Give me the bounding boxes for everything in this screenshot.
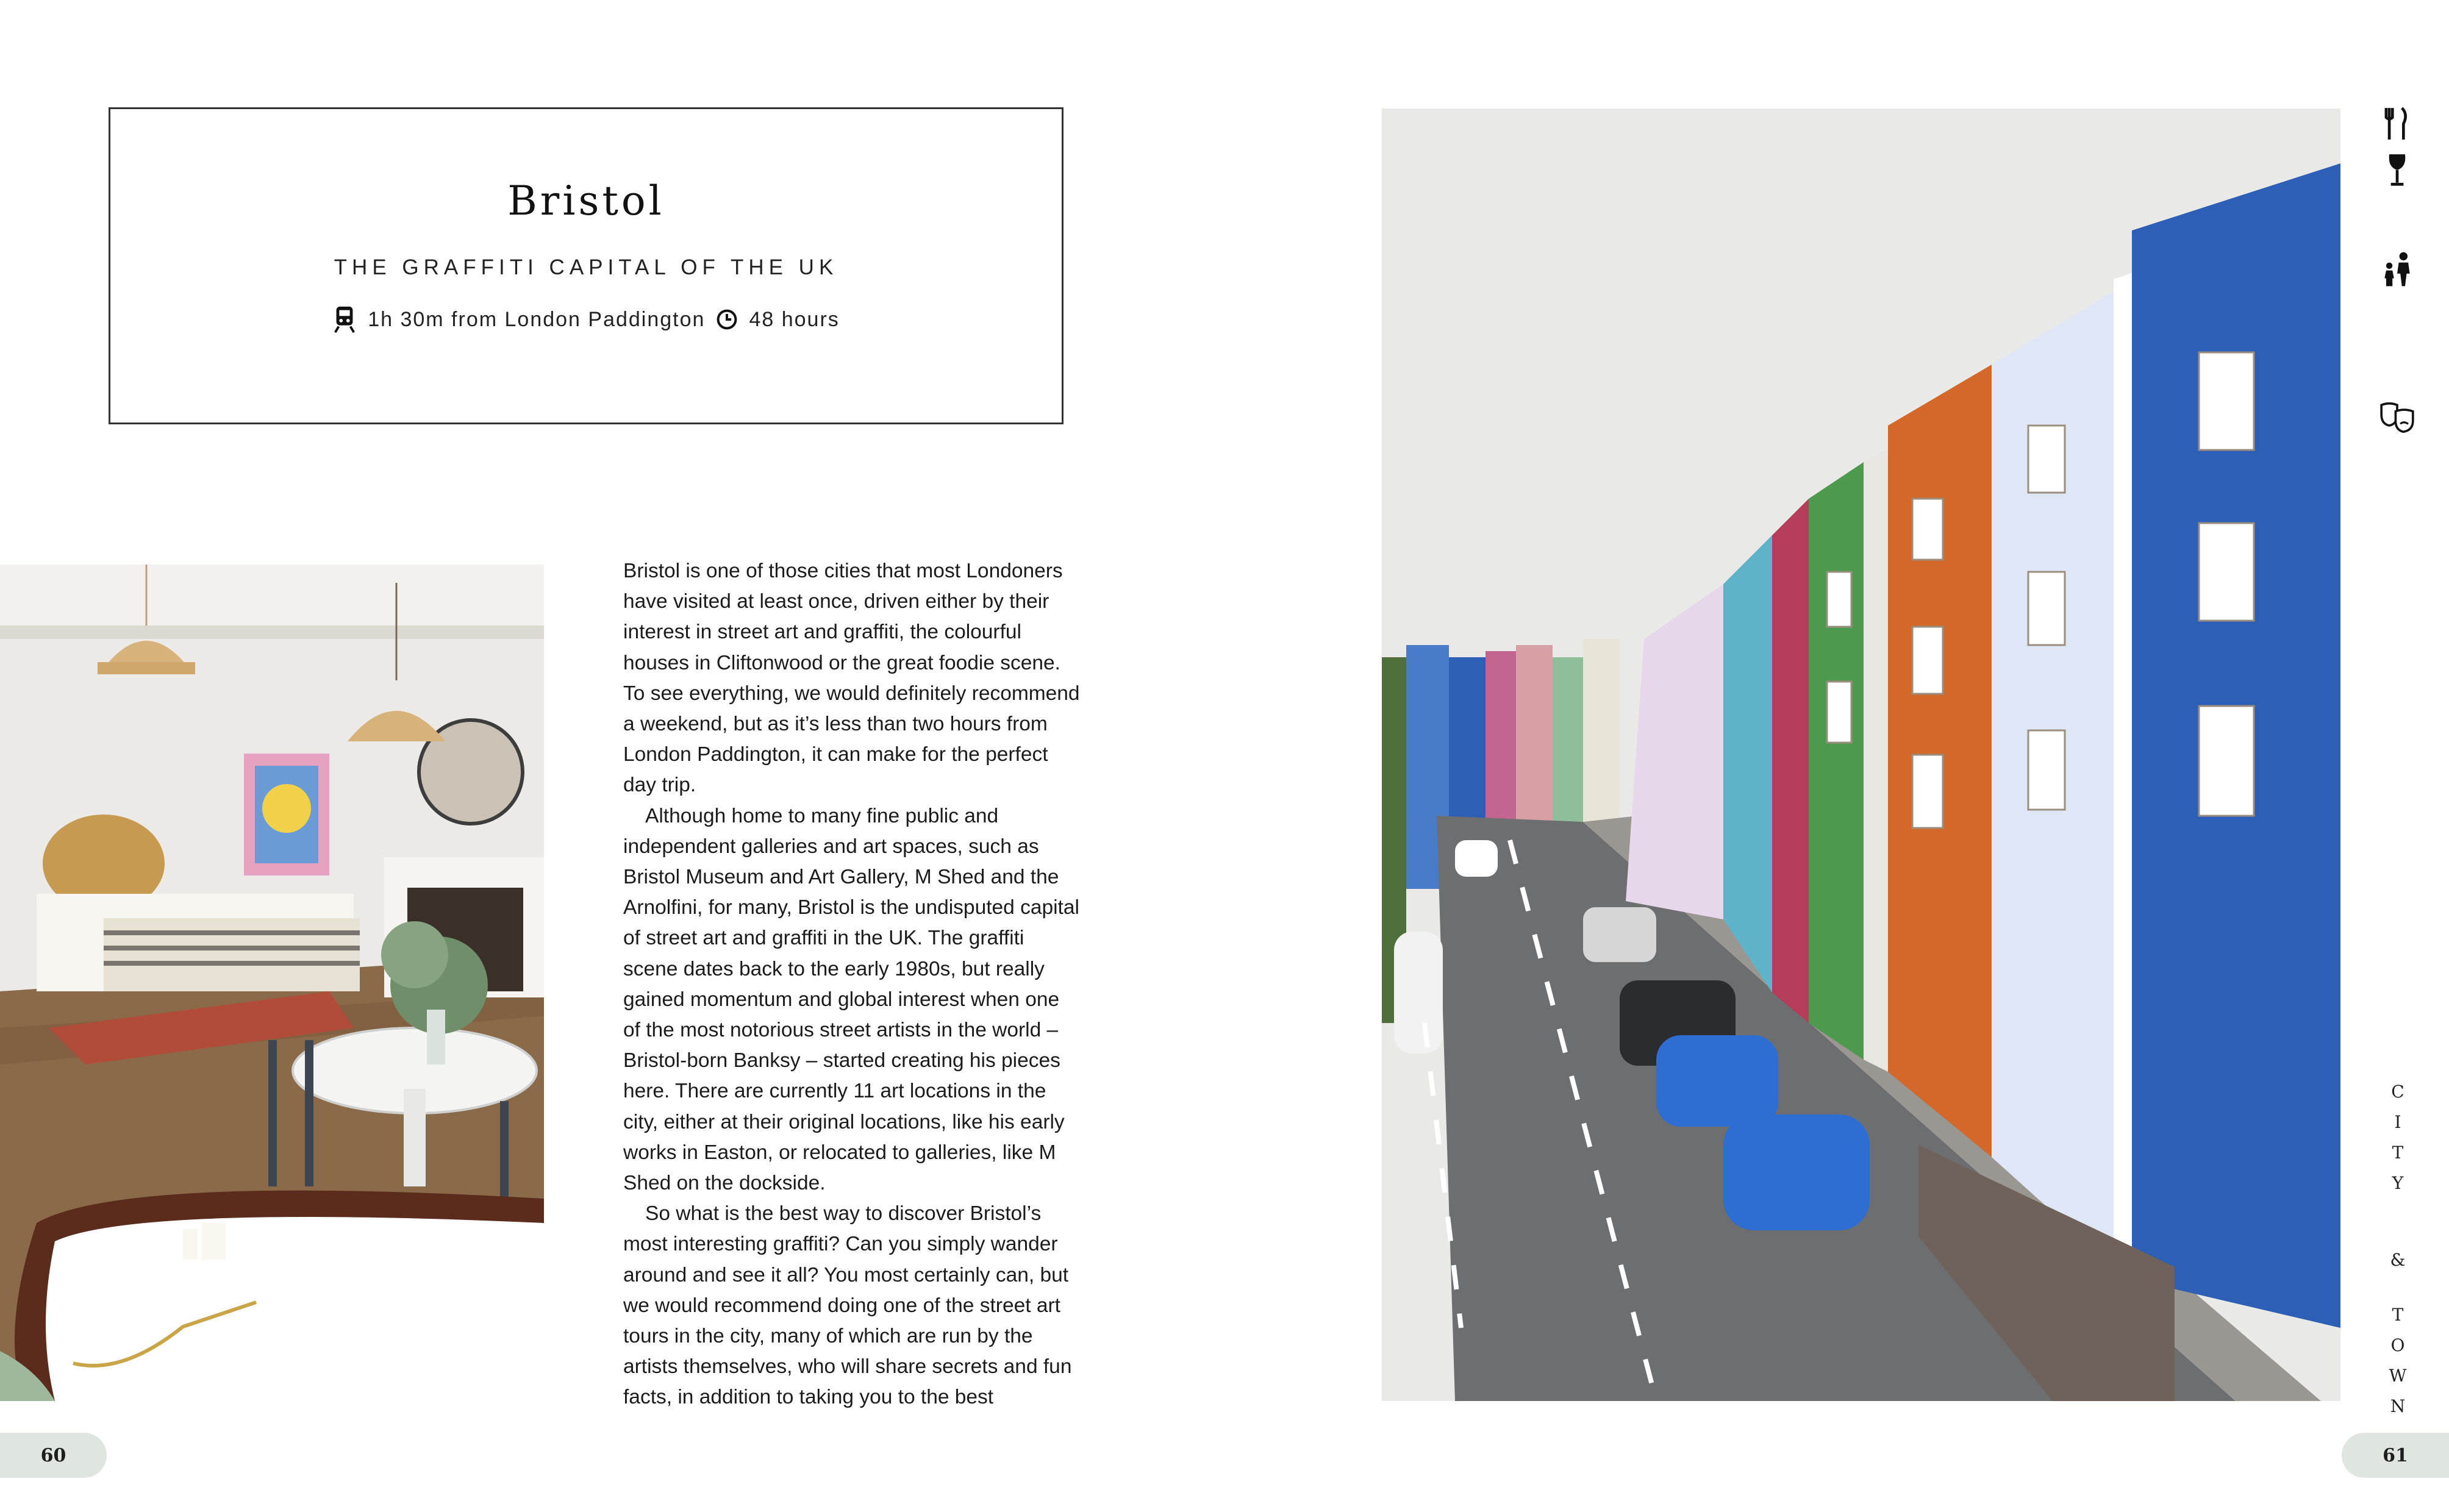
section-label: C I T Y & T O W N [2389, 1082, 2407, 1416]
paragraph: Although home to many fine public and independent galleries and art spaces, such as Bristol Museum and Art Gallery, M Shed and the Arnolfini, for many, Bristol is the undisputed capital of street art and graffiti in the UK. The graffiti scene dates back to the early 1980s, but really gained momentum and global interest when one of the most notorious street artists in the world – Bristol-born Banksy – started creating his pieces here. There are currently 11 art locations in the city, either at their original locations, like his early works in Easton, or relocated to galleries, like M Shed on the dockside. [623, 804, 1079, 1195]
theatre-masks-icon [2378, 399, 2416, 437]
duration: 48 hours [749, 307, 840, 331]
page-number-left: 60 [0, 1433, 107, 1478]
paragraph: So what is the best way to discover Bristol’s most interesting graffiti? Can you simply wander around and see it all? You most certainly can, but we would recommend doing one of the street art tours in the city, many of which are run by the artists themselves, who will share secrets and fun facts, in addition to taking you to the best [623, 1202, 1072, 1409]
family-icon [2378, 250, 2416, 288]
wine-glass-icon [2378, 151, 2416, 189]
interior-photo [0, 565, 544, 1401]
street-photo [1382, 109, 2340, 1401]
food-and-drink-icon [2378, 105, 2416, 143]
train-icon [332, 305, 357, 333]
travel-time: 1h 30m from London Paddington [368, 307, 706, 331]
title-box [109, 107, 1064, 424]
trip-meta [110, 305, 1062, 333]
page-number-right: 61 [2342, 1433, 2449, 1478]
article-body [623, 556, 1081, 1413]
page-title: Bristol [507, 177, 665, 224]
clock-icon [716, 308, 738, 330]
paragraph: Bristol is one of those cities that most Londoners have visited at least once, driven either by their interest in street art and graffiti, the colourful houses in Cliftonwood or the great foodie scene. To see everything, we would definitely recommend a weekend, but as it’s less than two hours from London Paddington, it can make for the perfect day trip. [623, 560, 1080, 797]
page-subtitle: THE GRAFFITI CAPITAL OF THE UK [334, 255, 838, 279]
